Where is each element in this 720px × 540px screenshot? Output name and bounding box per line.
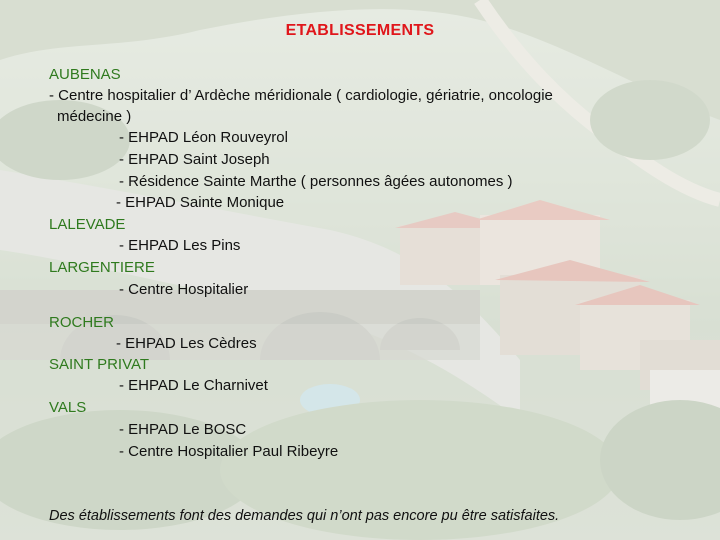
list-item: - EHPAD Sainte Monique xyxy=(116,194,285,211)
city-lalevade: LALEVADE xyxy=(49,216,126,233)
list-item: - EHPAD Les Pins xyxy=(119,237,241,254)
list-item: - Résidence Sainte Marthe ( personnes âgées autonomes ) xyxy=(119,173,513,190)
page-title: ETABLISSEMENTS xyxy=(285,22,435,39)
city-rocher: ROCHER xyxy=(49,314,115,331)
city-saint-privat: SAINT PRIVAT xyxy=(49,356,150,373)
list-item: - Centre Hospitalier xyxy=(119,281,249,298)
hospital-ardeche-line2: médecine ) xyxy=(57,108,132,125)
list-item: - EHPAD Léon Rouveyrol xyxy=(119,129,288,146)
city-largentiere: LARGENTIERE xyxy=(49,259,155,276)
list-item: - Centre Hospitalier Paul Ribeyre xyxy=(119,443,339,460)
list-item: - EHPAD Saint Joseph xyxy=(119,151,270,168)
hospital-ardeche-line1: - Centre hospitalier d’ Ardèche méridionale ( cardiologie, gériatrie, oncologie xyxy=(49,87,553,104)
list-item: - EHPAD Le Charnivet xyxy=(119,377,268,394)
footer-note: Des établissements font des demandes qui n’ont pas encore pu être satisfaites. xyxy=(49,508,560,524)
city-vals: VALS xyxy=(49,399,87,416)
list-item: - EHPAD Les Cèdres xyxy=(116,335,257,352)
list-item: - EHPAD Le BOSC xyxy=(119,421,247,438)
city-aubenas: AUBENAS xyxy=(49,66,121,83)
